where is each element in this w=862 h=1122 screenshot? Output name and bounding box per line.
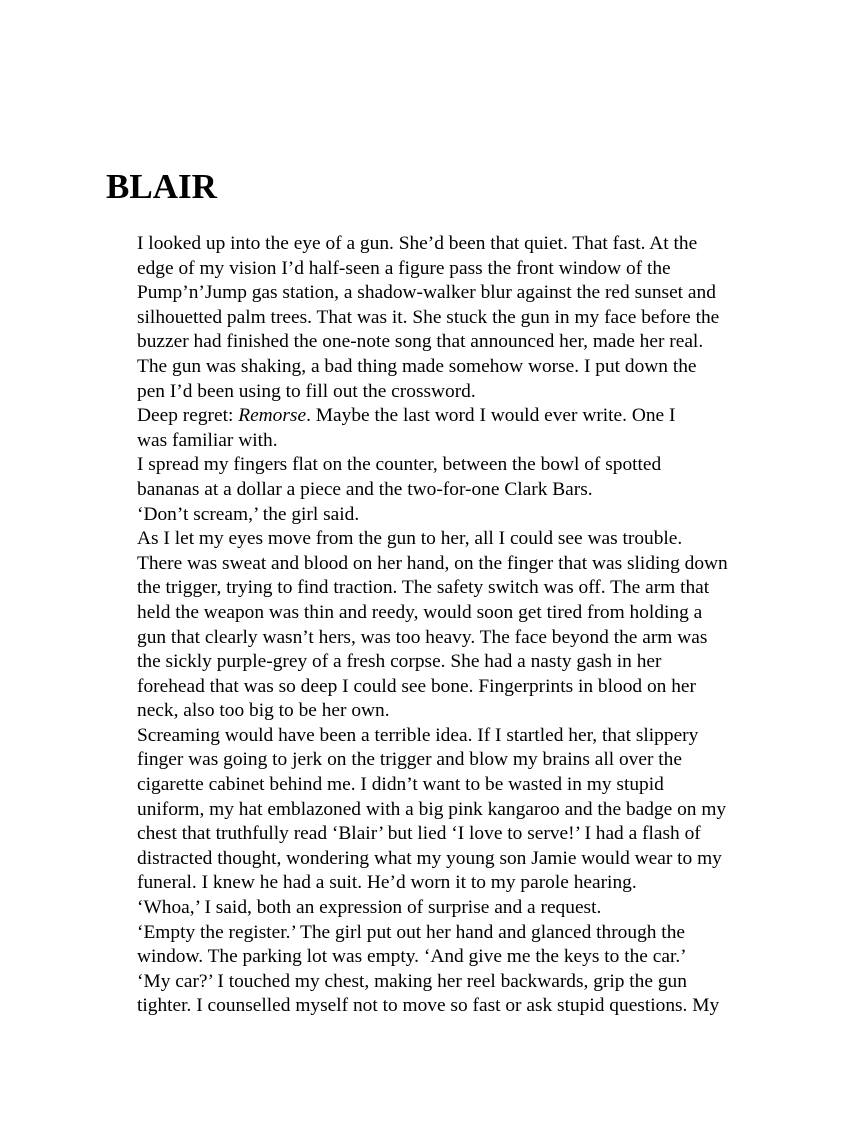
- text-line: chest that truthfully read ‘Blair’ but lied ‘I love to serve!’ I had a flash of: [137, 823, 701, 845]
- text-line: tighter. I counselled myself not to move so fast or ask stupid questions. My: [137, 995, 720, 1017]
- text-line: Pump’n’Jump gas station, a shadow-walker blur against the red sunset and: [137, 282, 716, 304]
- paragraph-2: [106, 404, 758, 453]
- paragraph-6: [106, 724, 758, 896]
- text-line: funeral. I knew he had a suit. He’d worn it to my parole hearing.: [137, 872, 637, 894]
- text-line: As I let my eyes move from the gun to her, all I could see was trouble.: [137, 528, 683, 550]
- italic-word: Remorse: [238, 405, 307, 427]
- text-line: I looked up into the eye of a gun. She’d been that quiet. That fast. At the: [137, 233, 698, 254]
- text-line: ‘Empty the register.’ The girl put out her hand and glanced through the: [137, 921, 685, 943]
- paragraph-1: [106, 232, 758, 404]
- text-line: [106, 404, 758, 429]
- text-line: silhouetted palm trees. That was it. She stuck the gun in my face before the: [137, 306, 720, 328]
- text-line: cigarette cabinet behind me. I didn’t want to be wasted in my stupid: [137, 774, 664, 796]
- text-line: neck, also too big to be her own.: [137, 700, 390, 722]
- paragraph-3: [106, 453, 758, 502]
- text-line: finger was going to jerk on the trigger and blow my brains all over the: [137, 749, 682, 771]
- text-line: The gun was shaking, a bad thing made somehow worse. I put down the: [137, 355, 697, 377]
- text-line: held the weapon was thin and reedy, would soon get tired from holding a: [137, 601, 703, 623]
- text-line: the sickly purple-grey of a fresh corpse. She had a nasty gash in her: [137, 651, 662, 673]
- chapter-body: [106, 232, 758, 1019]
- text-line: buzzer had finished the one-note song that announced her, made her real.: [137, 331, 704, 353]
- paragraph-4: [106, 503, 758, 528]
- paragraph-5: [106, 527, 758, 724]
- text-line: was familiar with.: [137, 429, 278, 451]
- chapter-title: BLAIR: [106, 167, 217, 206]
- text-line: Screaming would have been a terrible idea. If I startled her, that slippery: [137, 724, 699, 746]
- text-line: There was sweat and blood on her hand, on the finger that was sliding down: [137, 552, 728, 574]
- text-line: ‘Don’t scream,’ the girl said.: [137, 503, 360, 525]
- text-line: distracted thought, wondering what my young son Jamie would wear to my: [137, 847, 722, 869]
- paragraph-9: [106, 970, 758, 1019]
- text-run: Deep regret:: [137, 405, 239, 427]
- text-run: . Maybe the last word I would ever write. One I: [306, 405, 676, 427]
- text-line: pen I’d been using to fill out the crossword.: [137, 380, 476, 402]
- text-line: ‘My car?’ I touched my chest, making her reel backwards, grip the gun: [137, 970, 687, 992]
- paragraph-7: [106, 896, 758, 921]
- text-line: edge of my vision I’d half-seen a figure pass the front window of the: [137, 257, 671, 279]
- text-line: gun that clearly wasn’t hers, was too heavy. The face beyond the arm was: [137, 626, 708, 648]
- text-line: forehead that was so deep I could see bone. Fingerprints in blood on her: [137, 675, 696, 697]
- text-line: window. The parking lot was empty. ‘And give me the keys to the car.’: [137, 946, 687, 968]
- text-line: ‘Whoa,’ I said, both an expression of surprise and a request.: [137, 897, 602, 919]
- text-line: the trigger, trying to find traction. The safety switch was off. The arm that: [137, 577, 710, 599]
- text-line: I spread my fingers flat on the counter, between the bowl of spotted: [137, 454, 662, 476]
- text-line: uniform, my hat emblazoned with a big pink kangaroo and the badge on my: [137, 798, 727, 820]
- paragraph-8: [106, 921, 758, 970]
- text-line: bananas at a dollar a piece and the two-for-one Clark Bars.: [137, 478, 593, 500]
